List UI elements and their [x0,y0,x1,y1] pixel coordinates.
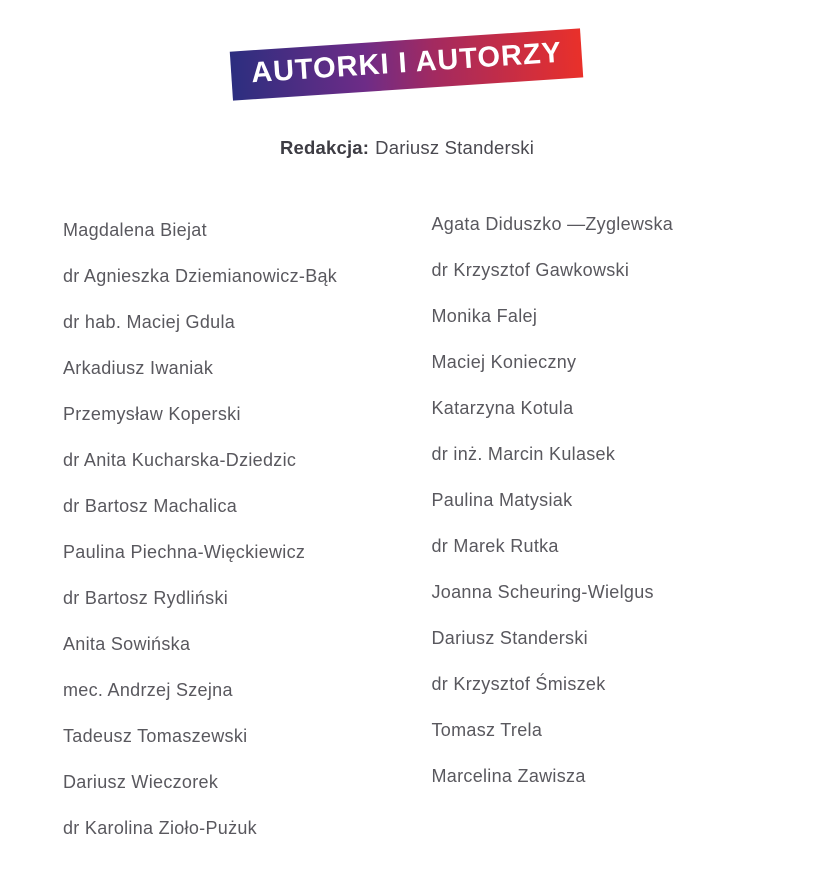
author-name: dr Bartosz Rydliński [63,588,229,608]
author-list-right [432,211,755,790]
author-name: Tadeusz Tomaszewski [63,726,248,746]
author-name: Joanna Scheuring-Wielgus [431,582,654,602]
author-name: Maciej Konieczny [431,352,577,372]
author-name: dr Anita Kucharska-Dziedzic [63,450,297,470]
author-name: dr Karolina Zioło-Pużuk [63,818,257,838]
author-name: Dariusz Standerski [431,628,588,648]
author-name: Monika Falej [431,306,538,326]
editor-line [0,137,814,159]
author-name: dr Agnieszka Dziemianowicz-Bąk [63,266,338,286]
authors-columns [0,214,814,861]
author-name: Marcelina Zawisza [431,766,586,786]
author-name: Magdalena Biejat [63,220,207,240]
authors-column-left [63,217,409,861]
author-name: dr Krzysztof Śmiszek [431,674,606,694]
authors-column-right [409,211,755,861]
author-name: Przemysław Koperski [63,404,241,424]
author-name: Paulina Piechna-Więckiewicz [63,542,306,562]
editor-name: Dariusz Standerski [375,137,535,158]
banner-container [0,0,814,89]
author-name: Arkadiusz Iwaniak [63,358,214,378]
author-name: Agata Diduszko —Zyglewska [431,214,674,234]
author-name: Paulina Matysiak [431,490,573,510]
author-name: dr Bartosz Machalica [63,496,238,516]
editor-label: Redakcja: [279,137,370,158]
authors-banner [230,28,584,100]
author-name: dr hab. Maciej Gdula [63,312,236,332]
author-name: dr Marek Rutka [431,536,559,556]
author-name: dr inż. Marcin Kulasek [431,444,616,464]
author-name: mec. Andrzej Szejna [63,680,233,700]
author-name: Dariusz Wieczorek [63,772,219,792]
author-name: Anita Sowińska [63,634,191,654]
author-list-left [63,217,409,842]
banner-title: AUTORKI I AUTORZY [250,36,564,90]
author-name: Tomasz Trela [431,720,543,740]
author-name: Katarzyna Kotula [431,398,574,418]
author-name: dr Krzysztof Gawkowski [431,260,630,280]
